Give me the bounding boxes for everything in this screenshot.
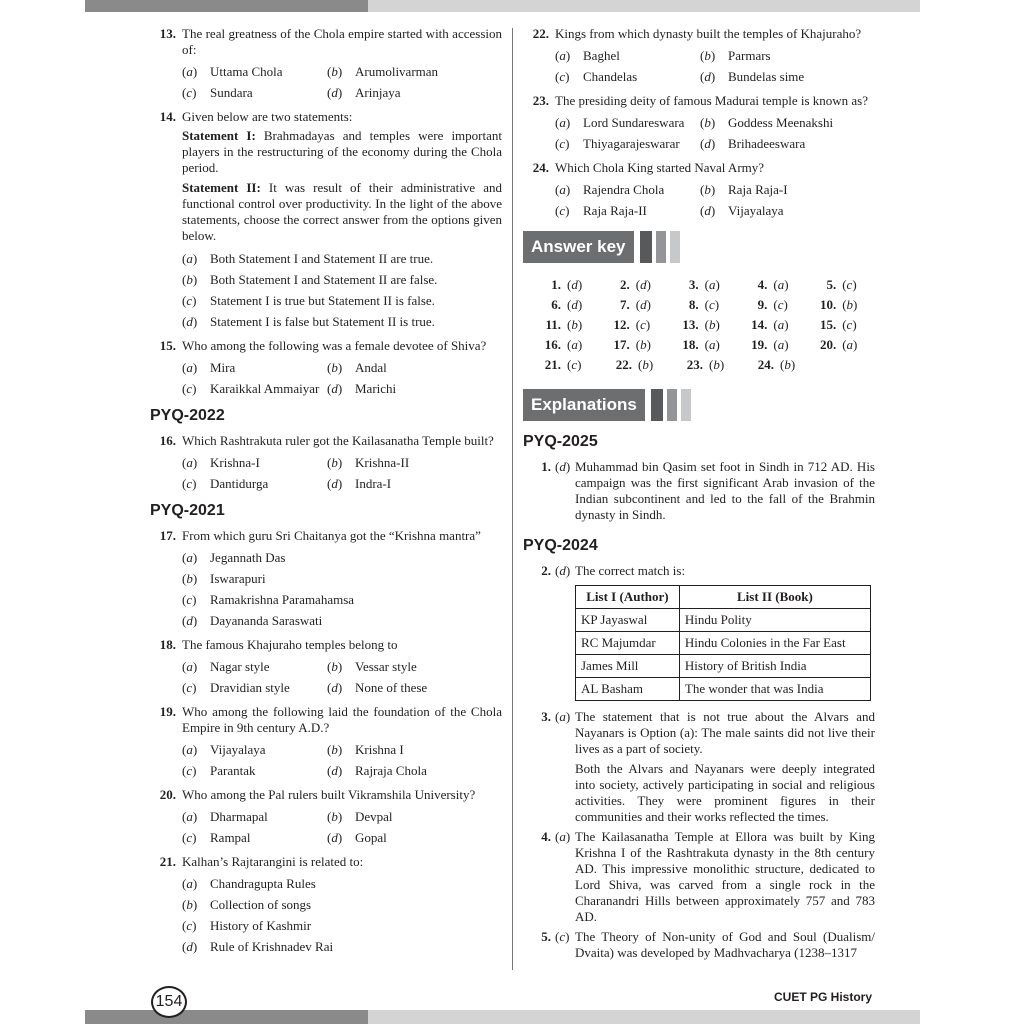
answer-key-banner xyxy=(523,231,875,263)
question-17 xyxy=(150,528,502,631)
question-text: Kings from which dynasty built the temples of Khajuraho? xyxy=(555,26,862,41)
option-d: ( d ) Gopal xyxy=(327,827,387,848)
section-heading-pyq-2025: PYQ-2025 xyxy=(523,433,598,450)
option-b: ( b ) Krishna-II xyxy=(327,452,409,473)
option-b: ( b ) Raja Raja-I xyxy=(700,179,788,200)
table-header-row: List I (Author) List II (Book) xyxy=(576,586,871,609)
option-c: ( c ) Sundara xyxy=(182,82,327,103)
option-a: ( a ) Jegannath Das xyxy=(182,547,285,568)
page-number: 154 xyxy=(151,986,187,1018)
option-d: ( d ) Dayananda Saraswati xyxy=(182,610,322,631)
answer-key-row: 1. ( d ) 2. ( d ) 3. ( a ) 4. ( a ) 5. ( c ) xyxy=(531,275,875,295)
explanation-5: 5. ( c ) The Theory of Non-unity of God and Soul (Dualism/ Dvaita) was developed by Madhvacharya (1238–1317 xyxy=(523,929,875,961)
section-heading-pyq-2024: PYQ-2024 xyxy=(523,537,598,554)
option-c: ( c ) Parantak xyxy=(182,760,327,781)
question-number: 23. xyxy=(532,93,549,108)
option-b: ( b ) Krishna I xyxy=(327,739,404,760)
question-text: Which Chola King started Naval Army? xyxy=(555,160,765,175)
question-number: 17. xyxy=(159,528,176,543)
explanations-title: Explanations xyxy=(523,389,645,421)
question-text: The presiding deity of famous Madurai temple is known as? xyxy=(555,93,869,108)
option-b: ( b ) Andal xyxy=(327,357,387,378)
question-20 xyxy=(150,787,502,848)
question-text: Who among the Pal rulers built Vikramshila University? xyxy=(182,787,476,802)
table-row: James Mill History of British India xyxy=(576,655,871,678)
question-text: Which Rashtrakuta ruler got the Kailasanatha Temple built? xyxy=(182,433,494,448)
answer-key-row: 16. ( a ) 17. ( b ) 18. ( a ) 19. ( a ) 20. ( a ) xyxy=(531,335,875,355)
question-23 xyxy=(523,93,875,154)
question-text: Kalhan’s Rajtarangini is related to: xyxy=(182,854,364,869)
question-16 xyxy=(150,433,502,494)
bottom-bar-light xyxy=(368,1010,920,1024)
option-a: ( a ) Both Statement I and Statement II are true. xyxy=(182,248,433,269)
option-a: ( a ) Uttama Chola xyxy=(182,61,327,82)
option-d: ( d ) Bundelas sime xyxy=(700,66,804,87)
explanation-1: 1. ( d ) Muhammad bin Qasim set foot in Sindh in 712 AD. His campaign was the first significant Arab invasion of the Indian subcontinent and led to the fall of the Brahmin dynasty in Sindh. xyxy=(523,459,875,523)
statement-2: Statement II: It was result of their administrative and functional control over productivity. In the light of the above statements, choose the correct answer from the options given below. xyxy=(182,180,502,243)
option-b: ( b ) Parmars xyxy=(700,45,771,66)
question-19 xyxy=(150,704,502,781)
top-bar-dark xyxy=(85,0,368,12)
statement-1: Statement I: Brahmadayas and temples were important players in the restructuring of the economy during the Chola period. xyxy=(182,128,502,175)
section-heading-pyq-2022: PYQ-2022 xyxy=(150,407,225,424)
option-c: ( c ) Thiyagarajeswarar xyxy=(555,133,700,154)
explanation-4: 4. ( a ) The Kailasanatha Temple at Ellora was built by King Krishna I of the Rashtrakuta dynasty in the 8th century AD. This impressive monolithic structure, dedicated to Lord Shiva, was carved from a single rock in the Charanandri Hills between approximately 757 and 783 AD. xyxy=(523,829,875,925)
right-column xyxy=(523,26,875,965)
option-b: ( b ) Iswarapuri xyxy=(182,568,266,589)
question-number: 16. xyxy=(159,433,176,448)
option-a: ( a ) Nagar style xyxy=(182,656,327,677)
question-number: 14. xyxy=(159,109,176,124)
option-a: ( a ) Dharmapal xyxy=(182,806,327,827)
section-heading-pyq-2021: PYQ-2021 xyxy=(150,502,225,519)
left-column xyxy=(150,26,502,963)
question-15 xyxy=(150,338,502,399)
question-text: Who among the following laid the foundation of the Chola Empire in 9th century A.D.? xyxy=(182,704,502,735)
option-b: ( b ) Vessar style xyxy=(327,656,417,677)
option-c: ( c ) Dantidurga xyxy=(182,473,327,494)
question-number: 22. xyxy=(532,26,549,41)
match-table xyxy=(575,585,871,701)
question-text: The real greatness of the Chola empire started with accession of: xyxy=(182,26,502,57)
banner-stripe xyxy=(667,389,677,421)
option-a: ( a ) Vijayalaya xyxy=(182,739,327,760)
question-number: 15. xyxy=(159,338,176,353)
option-a: ( a ) Rajendra Chola xyxy=(555,179,700,200)
option-d: ( d ) Vijayalaya xyxy=(700,200,784,221)
question-number: 18. xyxy=(159,637,176,652)
explanation-3: 3. ( a ) The statement that is not true about the Alvars and Nayanars is Option (a): The male saints did not live their lives as a part of society. xyxy=(523,709,875,757)
question-number: 21. xyxy=(159,854,176,869)
explanation-2: 2. ( d ) The correct match is: xyxy=(523,563,875,579)
question-21 xyxy=(150,854,502,957)
option-a: ( a ) Krishna-I xyxy=(182,452,327,473)
option-b: ( b ) Both Statement I and Statement II are false. xyxy=(182,269,437,290)
banner-stripe xyxy=(670,231,680,263)
column-divider xyxy=(512,28,513,970)
question-text: Given below are two statements: xyxy=(182,109,353,124)
question-text: The famous Khajuraho temples belong to xyxy=(182,637,398,652)
question-22 xyxy=(523,26,875,87)
answer-key-title: Answer key xyxy=(523,231,634,263)
option-a: ( a ) Chandragupta Rules xyxy=(182,873,316,894)
option-c: ( c ) Rampal xyxy=(182,827,327,848)
question-number: 19. xyxy=(159,704,176,719)
question-number: 24. xyxy=(532,160,549,175)
question-text: Who among the following was a female devotee of Shiva? xyxy=(182,338,487,353)
option-b: ( b ) Devpal xyxy=(327,806,393,827)
question-number: 13. xyxy=(159,26,176,41)
option-d: ( d ) Rajraja Chola xyxy=(327,760,427,781)
option-d: ( d ) Marichi xyxy=(327,378,396,399)
explanation-3-paragraph: Both the Alvars and Nayanars were deeply integrated into society, actively participating in social and religious activities. They were prominent figures in their communities and their works reflected the times. xyxy=(575,761,875,824)
banner-stripe xyxy=(651,389,663,421)
question-24 xyxy=(523,160,875,221)
option-c: ( c ) Karaikkal Ammaiyar xyxy=(182,378,327,399)
option-b: ( b ) Goddess Meenakshi xyxy=(700,112,833,133)
option-d: ( d ) Arinjaya xyxy=(327,82,400,103)
answer-key-row: 21. ( c ) 22. ( b ) 23. ( b ) 24. ( b ) xyxy=(531,355,875,375)
question-13 xyxy=(150,26,502,103)
answer-key-row: 6. ( d ) 7. ( d ) 8. ( c ) 9. ( c ) 10. ( b ) xyxy=(531,295,875,315)
table-row: RC Majumdar Hindu Colonies in the Far East xyxy=(576,632,871,655)
question-14 xyxy=(150,109,502,332)
option-a: ( a ) Lord Sundareswara xyxy=(555,112,700,133)
question-text: From which guru Sri Chaitanya got the “Krishna mantra” xyxy=(182,528,481,543)
option-c: ( c ) Ramakrishna Paramahamsa xyxy=(182,589,354,610)
option-c: ( c ) Chandelas xyxy=(555,66,700,87)
option-d: ( d ) Brihadeeswara xyxy=(700,133,805,154)
answer-key-grid xyxy=(523,275,875,375)
top-bar-light xyxy=(368,0,920,12)
option-a: ( a ) Baghel xyxy=(555,45,700,66)
question-number: 20. xyxy=(159,787,176,802)
book-title: CUET PG History xyxy=(773,990,872,1004)
option-d: ( d ) Indra-I xyxy=(327,473,391,494)
option-d: ( d ) Statement I is false but Statement II is true. xyxy=(182,311,435,332)
answer-key-row: 11. ( b ) 12. ( c ) 13. ( b ) 14. ( a ) 15. ( c ) xyxy=(531,315,875,335)
option-d: ( d ) Rule of Krishnadev Rai xyxy=(182,936,333,957)
explanations-banner xyxy=(523,389,875,421)
option-b: ( b ) Collection of songs xyxy=(182,894,311,915)
option-c: ( c ) Raja Raja-II xyxy=(555,200,700,221)
banner-stripe xyxy=(656,231,666,263)
bottom-bar-dark xyxy=(85,1010,368,1024)
option-c: ( c ) Statement I is true but Statement II is false. xyxy=(182,290,435,311)
option-b: ( b ) Arumolivarman xyxy=(327,61,438,82)
question-18 xyxy=(150,637,502,698)
option-c: ( c ) Dravidian style xyxy=(182,677,327,698)
option-d: ( d ) None of these xyxy=(327,677,427,698)
table-row: KP Jayaswal Hindu Polity xyxy=(576,609,871,632)
option-a: ( a ) Mira xyxy=(182,357,327,378)
banner-stripe xyxy=(640,231,652,263)
banner-stripe xyxy=(681,389,691,421)
option-c: ( c ) History of Kashmir xyxy=(182,915,311,936)
table-row: AL Basham The wonder that was India xyxy=(576,678,871,701)
